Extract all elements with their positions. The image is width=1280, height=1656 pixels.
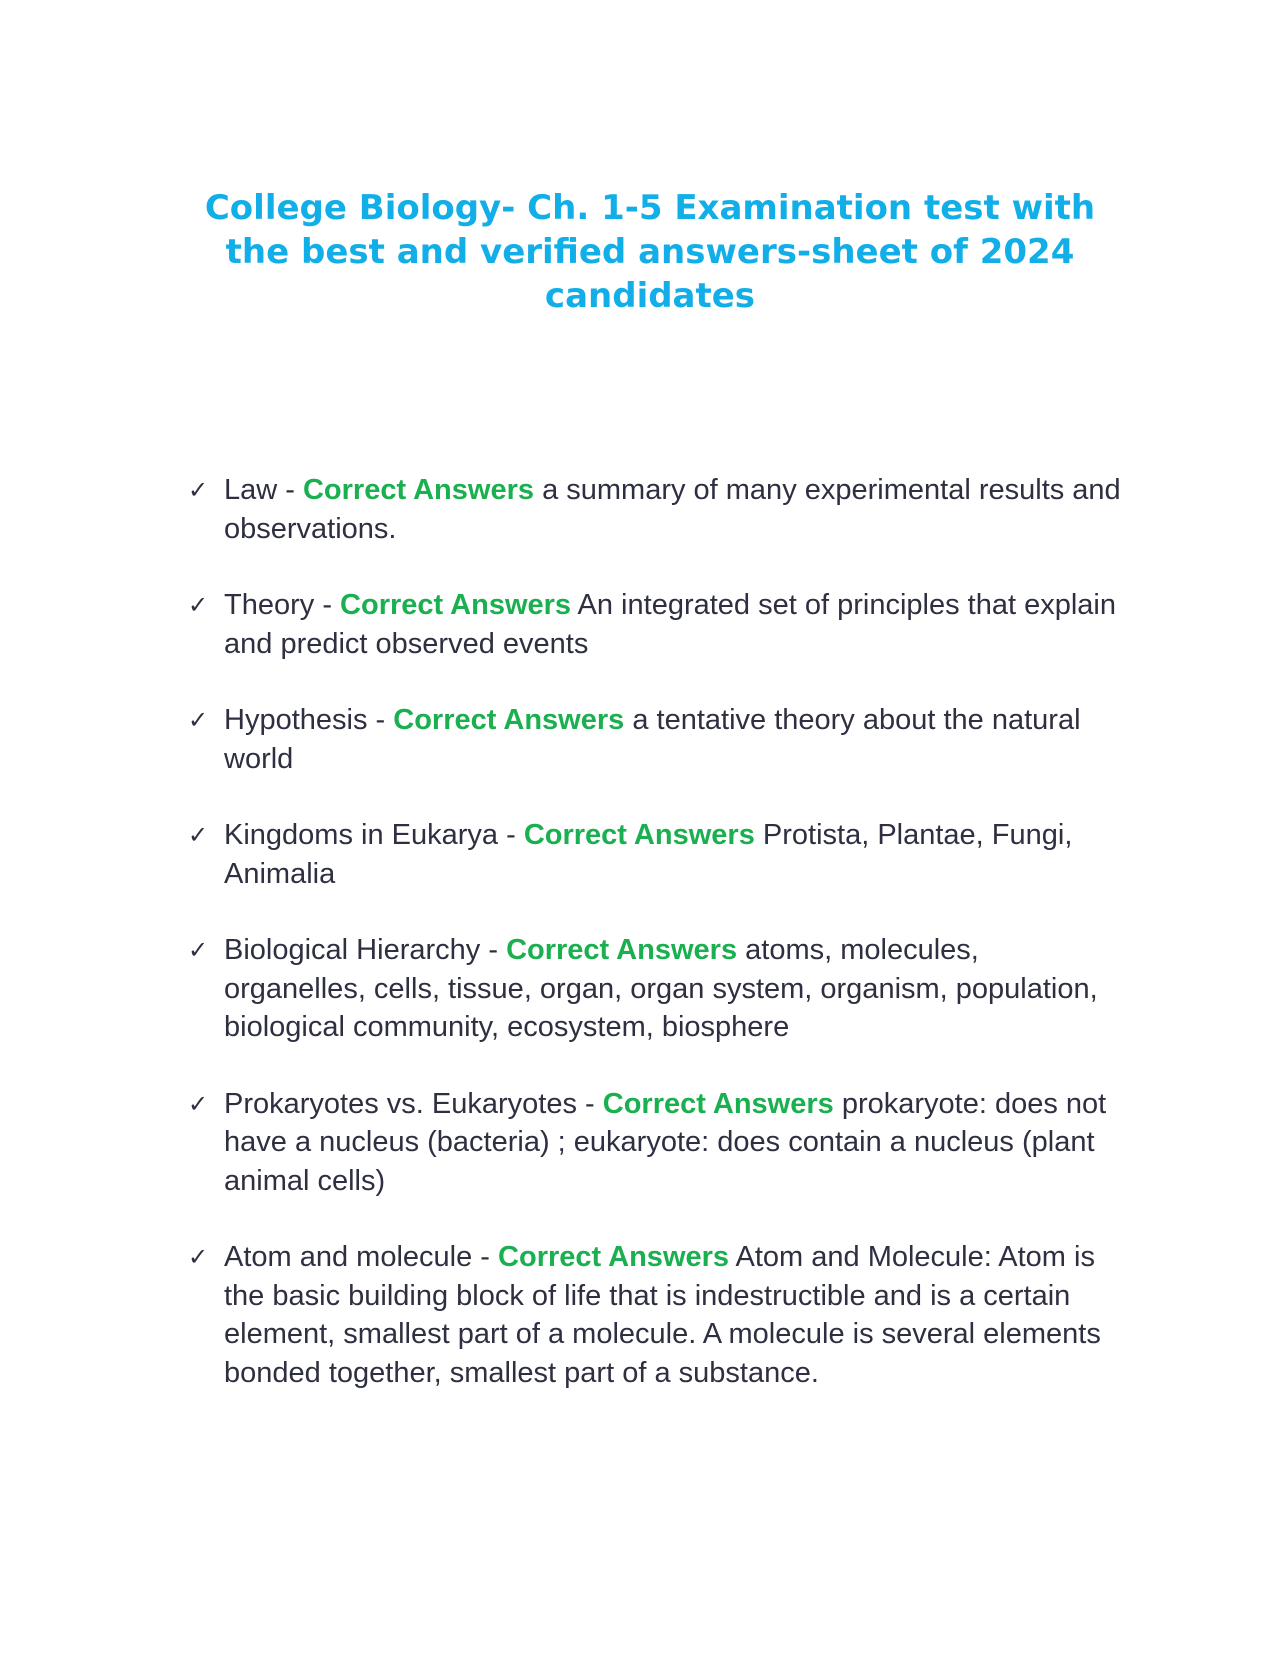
checkmark-icon: ✓ — [188, 591, 209, 619]
correct-answers-label: Correct Answers — [302, 474, 534, 506]
checkmark-icon: ✓ — [188, 1089, 209, 1118]
qa-item — [188, 471, 1128, 548]
separator: - — [498, 819, 524, 851]
correct-answers-label: Correct Answers — [393, 704, 625, 736]
term: Atom and molecule — [224, 1241, 473, 1273]
definition: prokaryote: does not have a nucleus (bacteria) ; eukaryote: does contain a nucleus (plant animal cells) — [224, 1087, 1107, 1197]
definition: atoms, molecules, organelles, cells, tissue, organ, organ system, organism, population, biological community, ecosystem, biosphere — [224, 934, 1098, 1043]
correct-answers-label: Correct Answers — [340, 589, 572, 621]
separator: - — [480, 934, 507, 966]
checkmark-icon: ✓ — [188, 476, 209, 504]
separator: - — [367, 704, 394, 736]
term: Law — [224, 474, 278, 506]
qa-item — [188, 586, 1128, 663]
correct-answers-label: Correct Answers — [498, 1241, 730, 1273]
definition: Atom and Molecule: Atom is the basic building block of life that is indestructible and is a certain element, smallest part of a molecule. A molecule is several elements bonded together, smallest part of a substance. — [224, 1241, 1101, 1389]
term: Kingdoms in Eukarya — [224, 819, 499, 851]
term: Biological Hierarchy — [224, 934, 481, 966]
definition: a summary of many experimental results and observations. — [224, 474, 1121, 545]
term: Hypothesis — [224, 704, 368, 736]
qa-item — [188, 1085, 1128, 1201]
checkmark-icon: ✓ — [188, 706, 209, 734]
term: Prokaryotes vs. Eukaryotes — [224, 1087, 577, 1120]
qa-item — [188, 1238, 1128, 1392]
qa-list — [188, 471, 1128, 1430]
correct-answers-label: Correct Answers — [523, 819, 755, 851]
document-title: College Biology- Ch. 1-5 Examination test with the best and verified answers-sheet of 2024 candidates — [204, 188, 1096, 316]
qa-item — [188, 931, 1128, 1047]
qa-item — [188, 701, 1128, 778]
separator: - — [576, 1087, 603, 1120]
correct-answers-label: Correct Answers — [602, 1087, 834, 1120]
definition: An integrated set of principles that explain and predict observed events — [224, 589, 1116, 660]
separator: - — [277, 474, 303, 506]
correct-answers-label: Correct Answers — [506, 934, 738, 966]
separator: - — [472, 1241, 499, 1273]
term: Theory — [224, 589, 315, 621]
separator: - — [314, 589, 341, 621]
checkmark-icon: ✓ — [188, 821, 209, 849]
definition: a tentative theory about the natural world — [224, 704, 1081, 775]
qa-item — [188, 816, 1128, 893]
definition: Protista, Plantae, Fungi, Animalia — [224, 819, 1073, 890]
checkmark-icon: ✓ — [188, 936, 209, 964]
checkmark-icon: ✓ — [188, 1243, 209, 1271]
